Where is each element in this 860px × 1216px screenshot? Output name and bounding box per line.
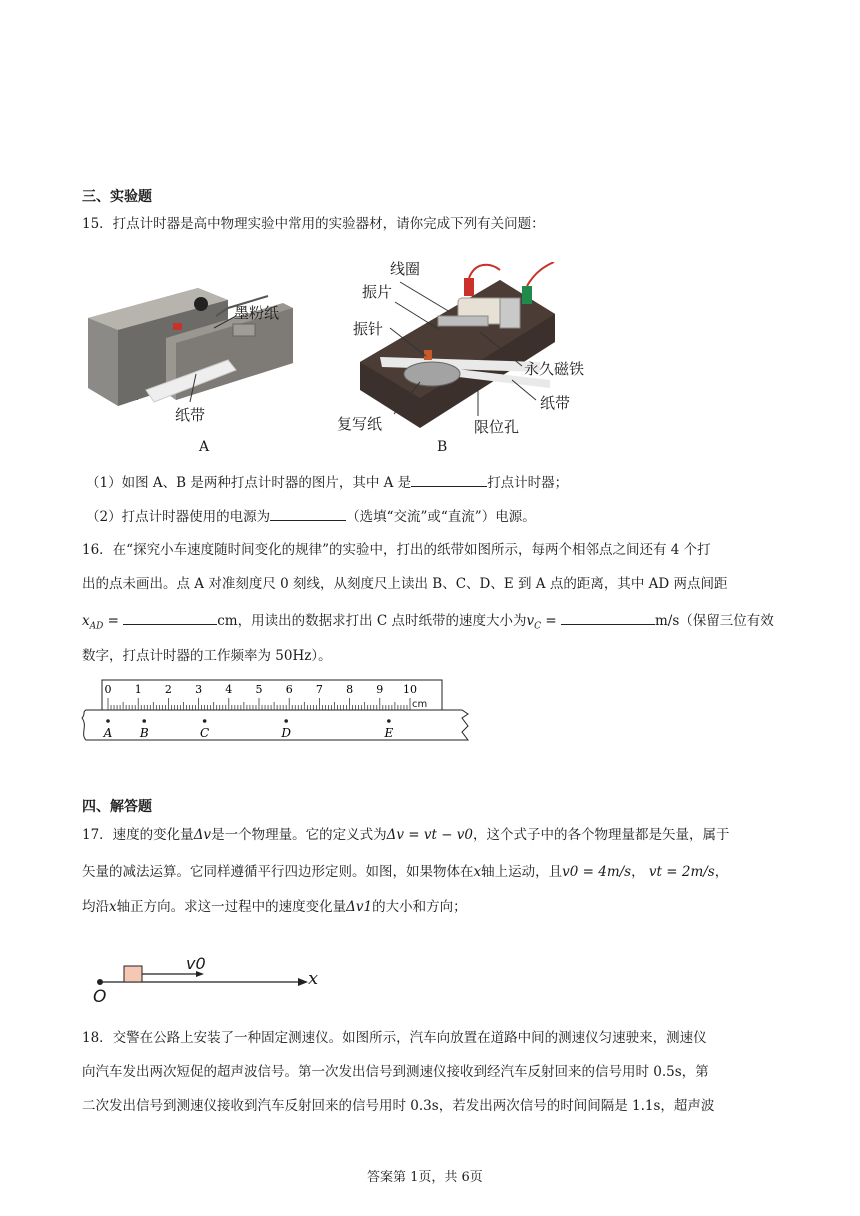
q17-l2-sep: ， <box>631 864 645 880</box>
ruler-tick-label: 0 <box>104 683 112 696</box>
ruler-tick-label: 1 <box>134 683 142 696</box>
leader-line-toner <box>212 312 242 332</box>
section-heading-solution: 四、解答题 <box>82 799 152 815</box>
ruler-tick-label: 3 <box>195 683 203 696</box>
q17-l3-pre: 均沿 <box>82 899 109 915</box>
tape-point <box>142 719 146 723</box>
ruler-tape-figure <box>78 674 474 746</box>
sub-c: C <box>534 621 542 632</box>
delta-v: Δv <box>193 827 212 843</box>
q16-end: m/s（保留三位有效 <box>654 613 774 629</box>
v0-value: v0 = 4m/s <box>562 864 632 880</box>
tape-point <box>284 719 288 723</box>
question-15-part-2 <box>86 506 536 527</box>
object-block <box>124 966 142 982</box>
label-magnet: 永久磁铁 <box>524 360 585 378</box>
label-carbon-paper: 复写纸 <box>337 415 383 433</box>
q17-l2-mid: 轴上运动，且 <box>481 864 563 880</box>
tape-point <box>387 719 391 723</box>
answer-blank-power-type[interactable] <box>270 506 346 521</box>
tape-point-label: C <box>200 726 210 740</box>
tape-point <box>203 719 207 723</box>
x-axis-arrowhead <box>298 978 308 986</box>
figure-a-caption: A <box>199 439 210 455</box>
ruler-tick-label: 9 <box>376 683 384 696</box>
label-tape-a: 纸带 <box>175 406 206 424</box>
ruler-tick-label: 5 <box>255 683 263 696</box>
q17-l3-mid: 轴正方向。求这一过程中的速度变化量 <box>116 899 347 915</box>
question-15-part-1 <box>86 472 568 493</box>
delta-v1: Δv1 <box>346 899 373 915</box>
question-16-line-1: 16．在“探究小车速度随时间变化的规律”的实验中，打出的纸带如图所示，每两个相邻点之间还有 4 个打 <box>82 542 711 558</box>
leader-line-tape-a <box>180 372 210 406</box>
q17-l1-post: ，这个式子中的各个物理量都是矢量，属于 <box>473 827 730 843</box>
ruler-tick-label: 6 <box>285 683 293 696</box>
origin-label: O <box>93 987 107 1007</box>
var-v: v <box>526 613 535 629</box>
question-16-line-2: 出的点未画出。点 A 对准刻度尺 0 刻线，从刻度尺上读出 B、C、D、E 到 A 点的距离，其中 AD 两点间距 <box>82 576 728 592</box>
question-16-line-3 <box>82 610 774 637</box>
q15-part2-prefix: （2）打点计时器使用的电源为 <box>86 509 271 525</box>
page-footer: 答案第 1页，共 6页 <box>367 1170 483 1185</box>
definition-formula: Δv = vt − v0 <box>386 827 474 843</box>
question-17-line-3 <box>82 897 467 917</box>
label-reed: 振片 <box>362 283 393 301</box>
question-17-line-2 <box>82 862 728 882</box>
ruler-tick-label: 7 <box>315 683 323 696</box>
ruler-tick-label: 8 <box>346 683 354 696</box>
label-limit-hole: 限位孔 <box>474 418 520 436</box>
tape-point-label: B <box>139 726 149 740</box>
label-toner-paper: 墨粉纸 <box>234 304 280 322</box>
ruler-tick-label: 2 <box>164 683 172 696</box>
velocity-axis-diagram <box>84 954 334 1004</box>
q17-l2-end: ， <box>714 864 729 880</box>
eq-2: = <box>541 613 561 629</box>
tape-point-label: E <box>384 726 394 740</box>
section-heading-experiment: 三、实验题 <box>82 189 152 205</box>
label-coil: 线圈 <box>390 260 421 278</box>
x-axis-var-2: x <box>109 899 117 915</box>
q15-part2-suffix: （选填“交流”或“直流”）电源。 <box>346 509 536 525</box>
question-15-stem: 15．打点计时器是高中物理实验中常用的实验器材，请你完成下列有关问题： <box>82 216 545 232</box>
axis-label: x <box>308 968 319 989</box>
q15-part1-prefix: （1）如图 A、B 是两种打点计时器的图片，其中 A 是 <box>86 475 412 491</box>
vt-value: vt = 2m/s <box>648 864 715 880</box>
ruler-unit: cm <box>412 699 428 710</box>
question-18-line-2: 向汽车发出两次短促的超声波信号。第一次发出信号到测速仪接收到经汽车反射回来的信号用时 0.5s，第 <box>82 1064 709 1080</box>
q16-mid: cm，用读出的数据求打出 C 点时纸带的速度大小为 <box>217 613 527 629</box>
q17-l1-pre: 17．速度的变化量 <box>82 827 194 843</box>
var-x: x <box>82 613 90 629</box>
question-18-line-3: 二次发出信号到测速仪接收到汽车反射回来的信号用时 0.3s，若发出两次信号的时间间隔是 1.1s，超声波 <box>82 1098 715 1114</box>
ruler-tick-label: 4 <box>225 683 233 696</box>
sub-ad: AD <box>89 621 104 632</box>
q17-l1-mid: 是一个物理量。它的定义式为 <box>211 827 387 843</box>
answer-blank-xad[interactable] <box>123 610 217 625</box>
figure-b-leader-lines <box>340 260 580 440</box>
question-16-line-4: 数字，打点计时器的工作频率为 50Hz）。 <box>82 648 332 664</box>
eq-1: = <box>103 613 124 629</box>
origin-dot <box>97 979 103 985</box>
q17-l3-end: 的大小和方向； <box>372 899 467 915</box>
q15-part1-suffix: 打点计时器； <box>487 475 569 491</box>
ruler-tick-label: 10 <box>403 683 417 696</box>
question-17-line-1 <box>82 825 730 845</box>
label-tape-b: 纸带 <box>540 394 571 412</box>
figure-b-caption: B <box>437 439 448 455</box>
answer-blank-timer-type[interactable] <box>411 472 487 487</box>
x-axis-var: x <box>473 864 482 880</box>
tape-point <box>106 719 110 723</box>
velocity-label: v0 <box>186 954 206 973</box>
q17-l2-pre: 矢量的减法运算。它同样遵循平行四边形定则。如图，如果物体在 <box>82 864 474 880</box>
label-needle: 振针 <box>353 320 384 338</box>
tape-point-label: A <box>103 726 113 740</box>
tape-point-label: D <box>281 726 291 740</box>
question-18-line-1: 18．交警在公路上安装了一种固定测速仪。如图所示，汽车向放置在道路中间的测速仪匀速驶来，测速仪 <box>82 1030 707 1046</box>
answer-blank-vc[interactable] <box>561 610 655 625</box>
